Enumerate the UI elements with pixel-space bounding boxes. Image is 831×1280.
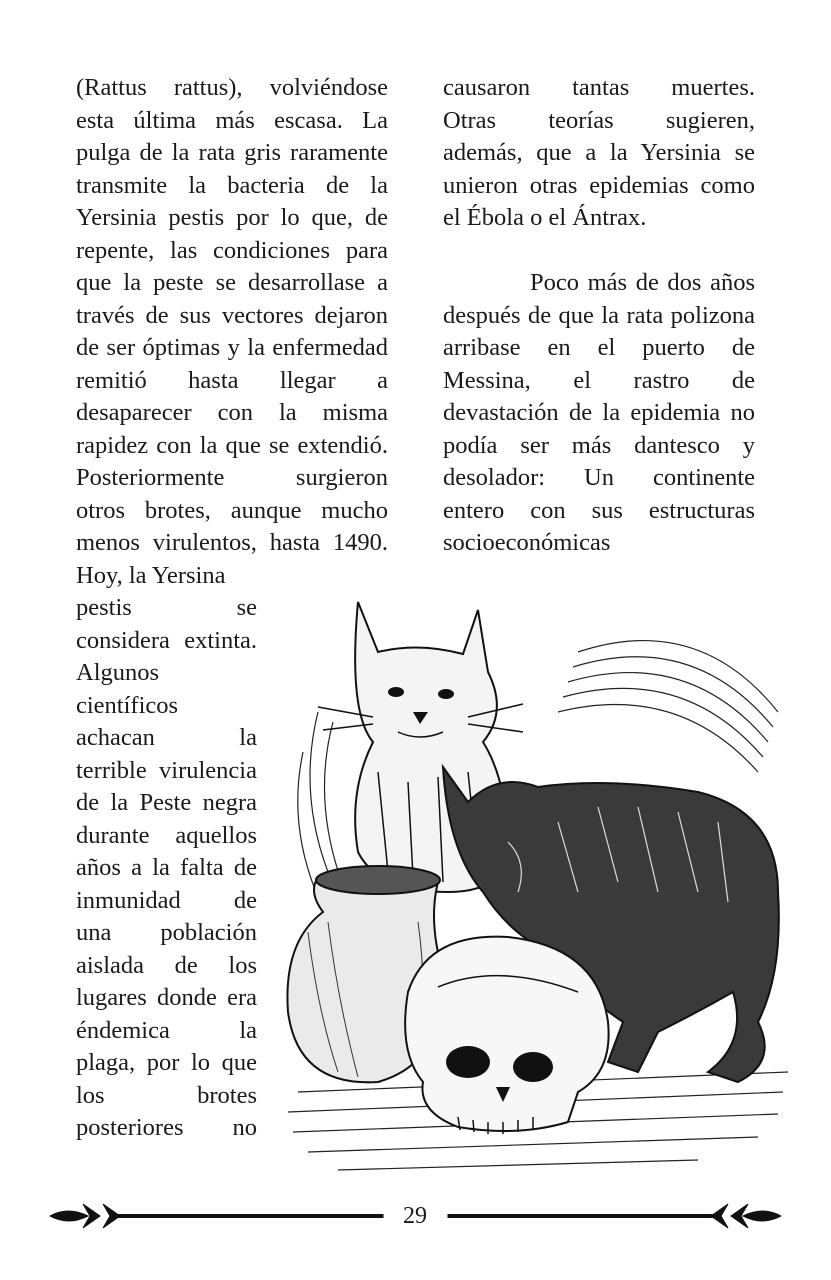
text-line: arribase en el puerto de: [443, 334, 755, 361]
text-line: Algunos: [76, 659, 160, 686]
text-line: remitió hasta llegar a: [76, 367, 388, 394]
text-line: esta última más escasa. La: [76, 107, 388, 134]
text-line: los brotes: [76, 1082, 257, 1109]
text-line: aislada de los: [76, 952, 257, 979]
text-line: achacan la: [76, 724, 257, 751]
text-line: años a la falta de: [76, 854, 257, 881]
text-line: Otras teorías sugieren,: [443, 107, 755, 134]
text-line: Hoy, la Yersina: [76, 562, 226, 589]
cats-and-skull-engraving-icon: [278, 592, 798, 1182]
text-line: Poco más de dos años: [530, 269, 755, 296]
text-line: través de sus vectores dejaron: [76, 302, 388, 329]
text-line: otros brotes, aunque mucho: [76, 497, 388, 524]
left-ornament-rule-icon: [48, 1196, 388, 1236]
text-line: de ser óptimas y la enfermedad: [76, 334, 388, 361]
text-line: una población: [76, 919, 257, 946]
text-line: desaparecer con la misma: [76, 399, 388, 426]
text-line: (Rattus rattus), volviéndose: [76, 74, 388, 101]
text-line: causaron tantas muertes.: [443, 74, 755, 101]
text-line: repente, las condiciones para: [76, 237, 388, 264]
text-line: Yersinia pestis por lo que, de: [76, 204, 388, 231]
text-line: científicos: [76, 692, 179, 719]
text-line: unieron otras epidemias como: [443, 172, 755, 199]
text-line: menos virulentos, hasta 1490.: [76, 529, 388, 556]
text-line: lugares donde era: [76, 984, 257, 1011]
text-line: plaga, por lo que: [76, 1049, 257, 1076]
text-line: considera extinta.: [76, 627, 257, 654]
text-line: después de que la rata polizona: [443, 302, 755, 329]
text-line: terrible virulencia: [76, 757, 257, 784]
text-line: inmunidad de: [76, 887, 257, 914]
text-line: pestis se: [76, 594, 257, 621]
text-line: éndemica la: [76, 1017, 257, 1044]
text-line: devastación de la epidemia no: [443, 399, 755, 426]
text-line: podía ser más dantesco y: [443, 432, 755, 459]
text-line: que la peste se desarrollase a: [76, 269, 388, 296]
text-line: el Ébola o el Ántrax.: [443, 204, 647, 231]
text-line: de la Peste negra: [76, 789, 257, 816]
text-line: Posteriormente surgieron: [76, 464, 388, 491]
text-line: socioeconómicas: [443, 529, 611, 556]
text-line: durante aquellos: [76, 822, 257, 849]
text-line: posteriores no: [76, 1114, 257, 1141]
right-ornament-rule-icon: [443, 1196, 783, 1236]
text-line: además, que a la Yersinia se: [443, 139, 755, 166]
text-line: desolador: Un continente: [443, 464, 755, 491]
text-line: rapidez con la que se extendió.: [76, 432, 388, 459]
text-line: entero con sus estructuras: [443, 497, 755, 524]
text-line: pulga de la rata gris raramente: [76, 139, 388, 166]
page-number: 29: [403, 1203, 427, 1229]
text-line: Messina, el rastro de: [443, 367, 755, 394]
text-line: transmite la bacteria de la: [76, 172, 388, 199]
